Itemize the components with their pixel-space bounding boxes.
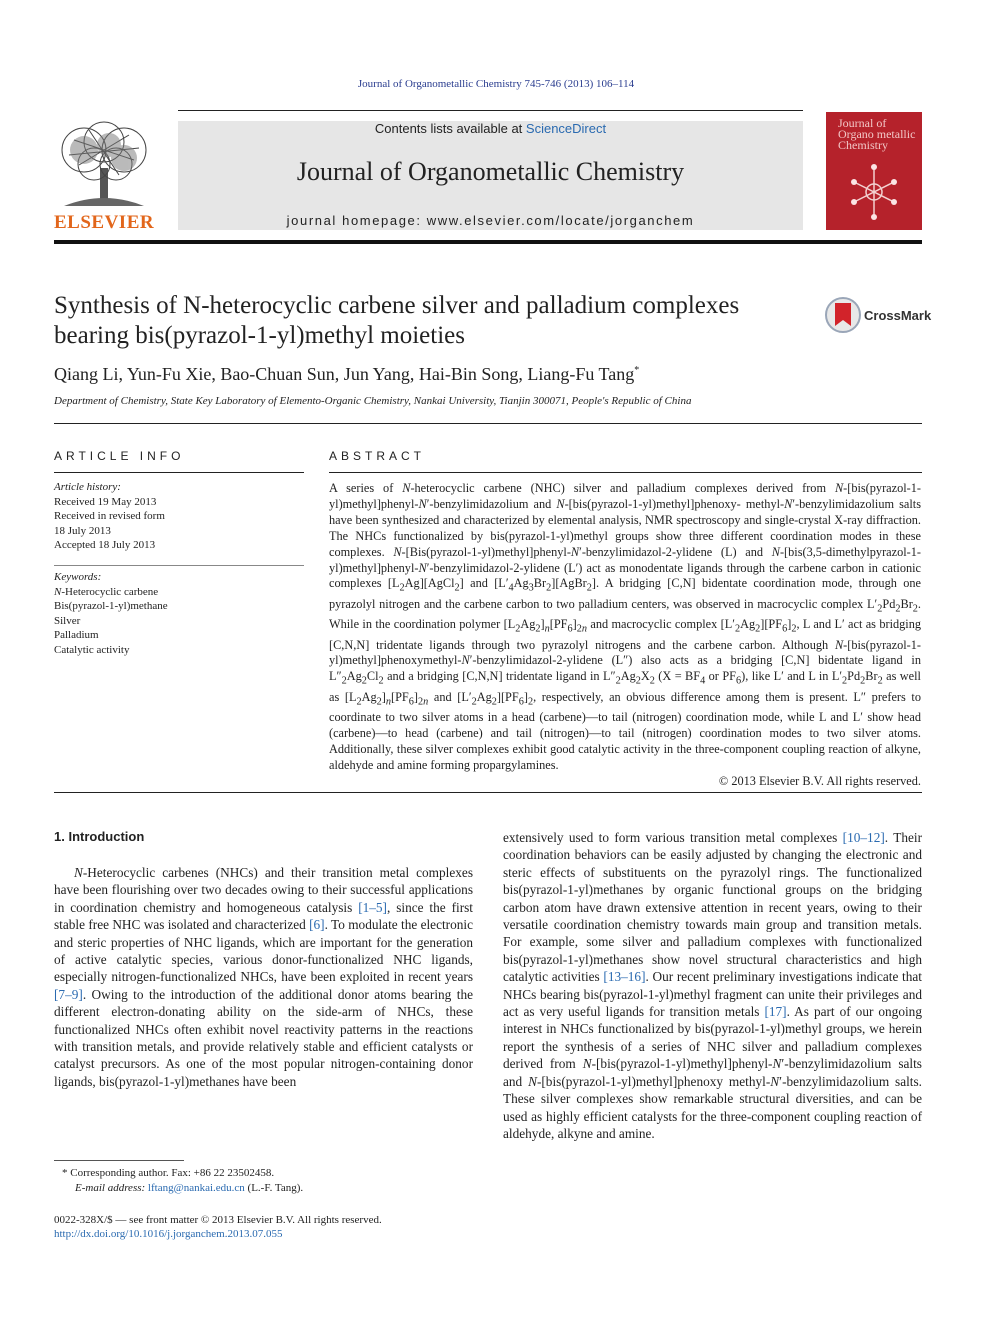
- crossmark-label: CrossMark: [864, 308, 932, 323]
- crossmark-icon: [824, 296, 862, 334]
- journal-banner: [178, 121, 803, 230]
- keywords-block: [54, 570, 304, 657]
- header-rule: [178, 110, 803, 111]
- tree-icon: [54, 120, 154, 212]
- intro-column-right: [503, 829, 922, 1142]
- abstract-text: [329, 481, 921, 790]
- history-item: 18 July 2013: [54, 524, 111, 537]
- journal-name: Journal of Organometallic Chemistry: [296, 157, 685, 186]
- abstract-rule: [329, 472, 922, 473]
- contents-line: [178, 121, 803, 136]
- article-info-heading: ARTICLE INFO: [54, 449, 185, 463]
- abstract-heading: ABSTRACT: [329, 449, 426, 463]
- email-suffix: (L.-F. Tang).: [244, 1182, 304, 1194]
- affiliation: Department of Chemistry, State Key Laboratory of Elemento-Organic Chemistry, Nankai University, Tianjin 300071, People's Republic of China: [54, 395, 692, 407]
- article-title: Synthesis of N-heterocyclic carbene silver and palladium complexes bearing bis(pyrazol-1-yl)methyl moieties: [54, 292, 740, 349]
- keyword: Silver: [54, 614, 81, 627]
- affiliation-rule: [54, 423, 922, 424]
- corresponding-author-note: * Corresponding author. Fax: +86 22 23502458.: [62, 1167, 275, 1179]
- abstract-copyright: © 2013 Elsevier B.V. All rights reserved.: [718, 773, 921, 788]
- abstract-paragraph: A series of N-heterocyclic carbene (NHC) silver and palladium complexes derived from N-[bis(pyrazol-1-yl)methyl]phenyl-N′-benzylimidazolium and N-[bis(pyrazol-1-yl)methyl]phenoxy- methyl-N′-benzylimidazolium salts have been synthesized and characterized by elemental analysis, NMR spectroscopy and single-crystal X-ray diffraction. The NHCs functionalized by bis(pyrazol-1-yl)methyl groups show three different coordination modes in these complexes. N-[Bis(pyrazol-1-yl)methyl]phenyl-N′-benzylimidazol-2-ylidene (L) and N-[bis(3,5-dimethylpyrazol-1-yl)methyl]phenyl-N′-benzylimidazol-2-ylidene (L′) act as monodentate ligands through the carbene carbon in cationic complexes $[L_2Ag][AgCl_2]$ and $[L'_4Ag_3Br_2][AgBr_2]$. A bridging [C,N] bidentate coordination mode, through one pyrazolyl nitrogen and the carbene carbon to two palladium centers, was observed in macrocyclic complex $L'_2Pd_2Br_2$. While in the coordination polymer $[L_2Ag_2]_n[PF_6]_{2n}$ and macrocyclic complex $[L'_2Ag_2][PF_6]_2$, L and L′ act as bridging [C,N,N] tridentate ligands through two pyrazolyl nitrogens and the carbene carbon. Although N-[bis(pyrazol-1-yl)methyl]phenoxymethyl-N′-benzylimidazol-2-ylidene (L″) also acts as a bridging [C,N] bidentate ligand in $L''_2Ag_2Cl_2$ and a bridging [C,N,N] tridentate ligand in $L''_2Ag_2X_2$ ($X = BF_4$ or $PF_6$), like L′ and L in $L'_2Pd_2Br_2$ as well as $[L_2Ag_2]_n[PF_6]_{2n}$ and $[L'_2Ag_2][PF_6]_2$, respectively, an obvious difference among them is present. L″ prefers to coordinate to two silver atoms in a head (carbene)—to tail (nitrogen) coordination mode, while L and L′ show head (carbene)—to head (carbene) and tail (nitrogen)—to tail (nitrogen) coordination modes to two silver atoms. Additionally, these silver complexes exhibit good catalytic activity in the three-component coupling reaction of alkyne, aldehyde and amine forming propargylamines.: [329, 481, 922, 772]
- sciencedirect-link[interactable]: ScienceDirect: [525, 121, 607, 136]
- keyword: Palladium: [54, 629, 99, 641]
- crossmark-badge[interactable]: [824, 296, 934, 336]
- journal-citation[interactable]: Journal of Organometallic Chemistry 745-746 (2013) 106–114: [357, 78, 635, 90]
- history-item: Received 19 May 2013: [54, 495, 157, 508]
- journal-homepage[interactable]: journal homepage: www.elsevier.com/locate/jorganchem: [286, 213, 695, 228]
- history-label: Article history:: [54, 481, 121, 493]
- article-history: [54, 480, 304, 553]
- journal-cover: [826, 112, 922, 230]
- doi-link[interactable]: http://dx.doi.org/10.1016/j.jorganchem.2013.07.055: [54, 1228, 283, 1240]
- elsevier-logo: [54, 120, 154, 232]
- intro-heading: 1. Introduction: [54, 829, 145, 844]
- front-matter: 0022-328X/$ — see front matter © 2013 Elsevier B.V. All rights reserved.: [54, 1214, 382, 1226]
- header-thick-rule: [54, 240, 922, 244]
- history-item: Received in revised form: [54, 510, 165, 522]
- keywords-label: Keywords:: [54, 571, 102, 583]
- article-info-rule: [54, 472, 304, 473]
- keyword: Catalytic activity: [54, 643, 130, 656]
- email-label: E-mail address:: [75, 1182, 148, 1194]
- footnote-rule: [54, 1160, 184, 1161]
- publisher-wordmark: ELSEVIER: [54, 212, 155, 233]
- intro-paragraph: N-Heterocyclic carbenes (NHCs) and their transition metal complexes have been flourishing over two decades owing to their successful applications in coordination chemistry and homogeneous catalysis [1–5], since the first stable free NHC was isolated and characterized [6]. To modulate the electronic and steric properties of NHC ligands, which are important for the generation of active catalytic species, various donor-functionalized NHC ligands, especially nitrogen-functionalized NHCs, have been exploited in recent years [7–9]. Owing to the introduction of the additional donor atoms bearing the different electron-donating ability on the side-arm of NHCs, these functionalized NHCs often exhibit novel reactivity patterns in the reactions with transition metals, and provide relatively stable and efficient catalysts or catalyst precursors. As one of the most popular nitrogen-containing donor ligands, bis(pyrazol-1-yl)methanes have been: [54, 865, 473, 1089]
- email-link[interactable]: lftang@nankai.edu.cn: [147, 1182, 245, 1194]
- molecule-icon: [844, 162, 904, 222]
- email-note: [75, 1181, 303, 1196]
- keywords-rule: [54, 565, 304, 566]
- author-list: [54, 364, 639, 385]
- history-item: Accepted 18 July 2013: [54, 539, 156, 551]
- intro-paragraph: extensively used to form various transition metal complexes [10–12]. Their coordination behaviors can be easily adjusted by changing the electronic and steric effects of substituents on the pyrazolyl rings. The functionalized bis(pyrazol-1-yl)methanes by organic functional groups on the bridging carbon atom have drawn extensive attention in recent years, owing to their versatile coordination chemistry towards main group and transition metals. For example, some silver and palladium complexes with functionalized bis(pyrazol-1-yl)methanes show novel structural characteristics and high catalytic activities [13–16]. Our recent preliminary investigations indicate that NHCs bearing bis(pyrazol-1-yl)methyl fragment can unite their privileges and act as very useful ligands for transition metals [17]. As part of our ongoing interest in NHCs functionalized by bis(pyrazol-1-yl)methyl groups, we herein report the synthesis of a series of NHC silver and palladium complexes derived from N-[bis(pyrazol-1-yl)methyl]phenyl-N′-benzylimidazolium salts and N-[bis(pyrazol-1-yl)methyl]phenoxy methyl-N′-benzylimidazolium salts. These silver complexes show remarkable structural diversities, and can be used as highly efficient catalysts for the three-component coupling reaction of aldehyde, alkyne and amine.: [503, 830, 923, 1141]
- contents-prefix: Contents lists available at: [374, 121, 526, 136]
- authors: Qiang Li, Yun-Fu Xie, Bao-Chuan Sun, Jun Yang, Hai-Bin Song, Liang-Fu Tang: [54, 364, 635, 384]
- keyword: Bis(pyrazol-1-yl)methane: [54, 600, 168, 612]
- intro-column-left: [54, 864, 473, 1090]
- abstract-bottom-rule: [54, 792, 922, 793]
- keyword: N-Heterocyclic carbene: [54, 585, 159, 598]
- cover-title: Journal of Organo metallic Chemistry: [838, 116, 916, 152]
- corresponding-mark[interactable]: *: [634, 365, 640, 376]
